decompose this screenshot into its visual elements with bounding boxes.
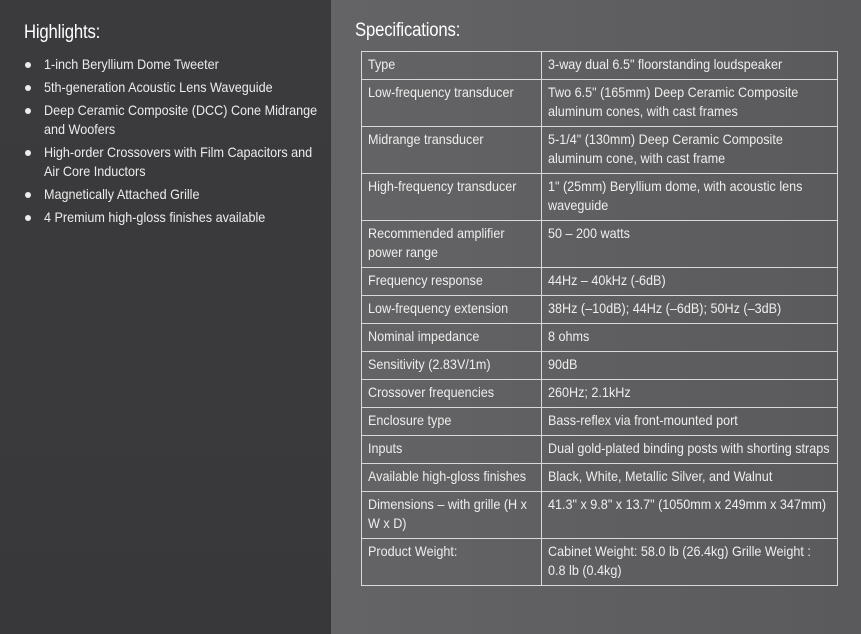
table-row (362, 408, 838, 436)
spec-value: 41.3" x 9.8" x 13.7" (1050mm x 249mm x 347mm) (541, 492, 837, 539)
spec-label: High-frequency transducer (362, 174, 542, 221)
spec-value: 3-way dual 6.5" floorstanding loudspeaker (541, 52, 837, 80)
table-row (362, 324, 838, 352)
spec-value: 8 ohms (541, 324, 837, 352)
spec-value: 44Hz – 40kHz (-6dB) (541, 268, 837, 296)
spec-label: Low-frequency transducer (362, 80, 542, 127)
bullet-icon (25, 85, 31, 91)
spec-value: Cabinet Weight: 58.0 lb (26.4kg) Grille Weight : 0.8 lb (0.4kg) (541, 539, 837, 586)
spec-value: 260Hz; 2.1kHz (541, 380, 837, 408)
spec-label: Low-frequency extension (362, 296, 542, 324)
spec-label: Nominal impedance (362, 324, 542, 352)
table-row (362, 380, 838, 408)
table-row (362, 268, 838, 296)
table-row (362, 127, 838, 174)
spec-label: Type (362, 52, 542, 80)
spec-label: Frequency response (362, 268, 542, 296)
spec-value: 5-1/4" (130mm) Deep Ceramic Composite aluminum cone, with cast frame (541, 127, 837, 174)
highlight-item: 5th-generation Acoustic Lens Waveguide (24, 78, 324, 97)
bullet-icon (25, 62, 31, 68)
spec-value: 38Hz (–10dB); 44Hz (–6dB); 50Hz (–3dB) (541, 296, 837, 324)
highlight-item: Deep Ceramic Composite (DCC) Cone Midrange and Woofers (24, 101, 324, 139)
bullet-icon (25, 215, 31, 221)
spec-label: Enclosure type (362, 408, 542, 436)
highlight-item: 4 Premium high-gloss finishes available (24, 208, 324, 227)
spec-value: 50 – 200 watts (541, 221, 837, 268)
spec-label: Midrange transducer (362, 127, 542, 174)
table-row (362, 539, 838, 586)
highlights-list (24, 55, 331, 227)
spec-label: Recommended amplifier power range (362, 221, 542, 268)
highlight-item: High-order Crossovers with Film Capacitors and Air Core Inductors (24, 143, 324, 181)
spec-label: Available high-gloss finishes (362, 464, 542, 492)
spec-value: 1" (25mm) Beryllium dome, with acoustic lens waveguide (541, 174, 837, 221)
highlights-panel (0, 0, 331, 634)
table-row (362, 174, 838, 221)
highlight-item: 1-inch Beryllium Dome Tweeter (24, 55, 324, 74)
table-row (362, 492, 838, 539)
table-row (362, 221, 838, 268)
specifications-panel (331, 0, 861, 634)
highlight-item: Magnetically Attached Grille (24, 185, 324, 204)
spec-value: Two 6.5" (165mm) Deep Ceramic Composite aluminum cones, with cast frames (541, 80, 837, 127)
bullet-icon (25, 108, 31, 114)
table-row (362, 80, 838, 127)
spec-value: Dual gold-plated binding posts with shorting straps (541, 436, 837, 464)
table-row (362, 296, 838, 324)
spec-label: Crossover frequencies (362, 380, 542, 408)
table-row (362, 352, 838, 380)
table-row (362, 52, 838, 80)
bullet-icon (25, 150, 31, 156)
specifications-table (361, 51, 838, 586)
spec-label: Product Weight: (362, 539, 542, 586)
spec-value: 90dB (541, 352, 837, 380)
highlights-title: Highlights: (24, 22, 101, 43)
spec-label: Dimensions – with grille (H x W x D) (362, 492, 542, 539)
bullet-icon (25, 192, 31, 198)
spec-value: Bass-reflex via front-mounted port (541, 408, 837, 436)
spec-label: Inputs (362, 436, 542, 464)
spec-value: Black, White, Metallic Silver, and Walnut (541, 464, 837, 492)
table-row (362, 436, 838, 464)
specifications-title: Specifications: (355, 20, 461, 41)
spec-label: Sensitivity (2.83V/1m) (362, 352, 542, 380)
table-row (362, 464, 838, 492)
